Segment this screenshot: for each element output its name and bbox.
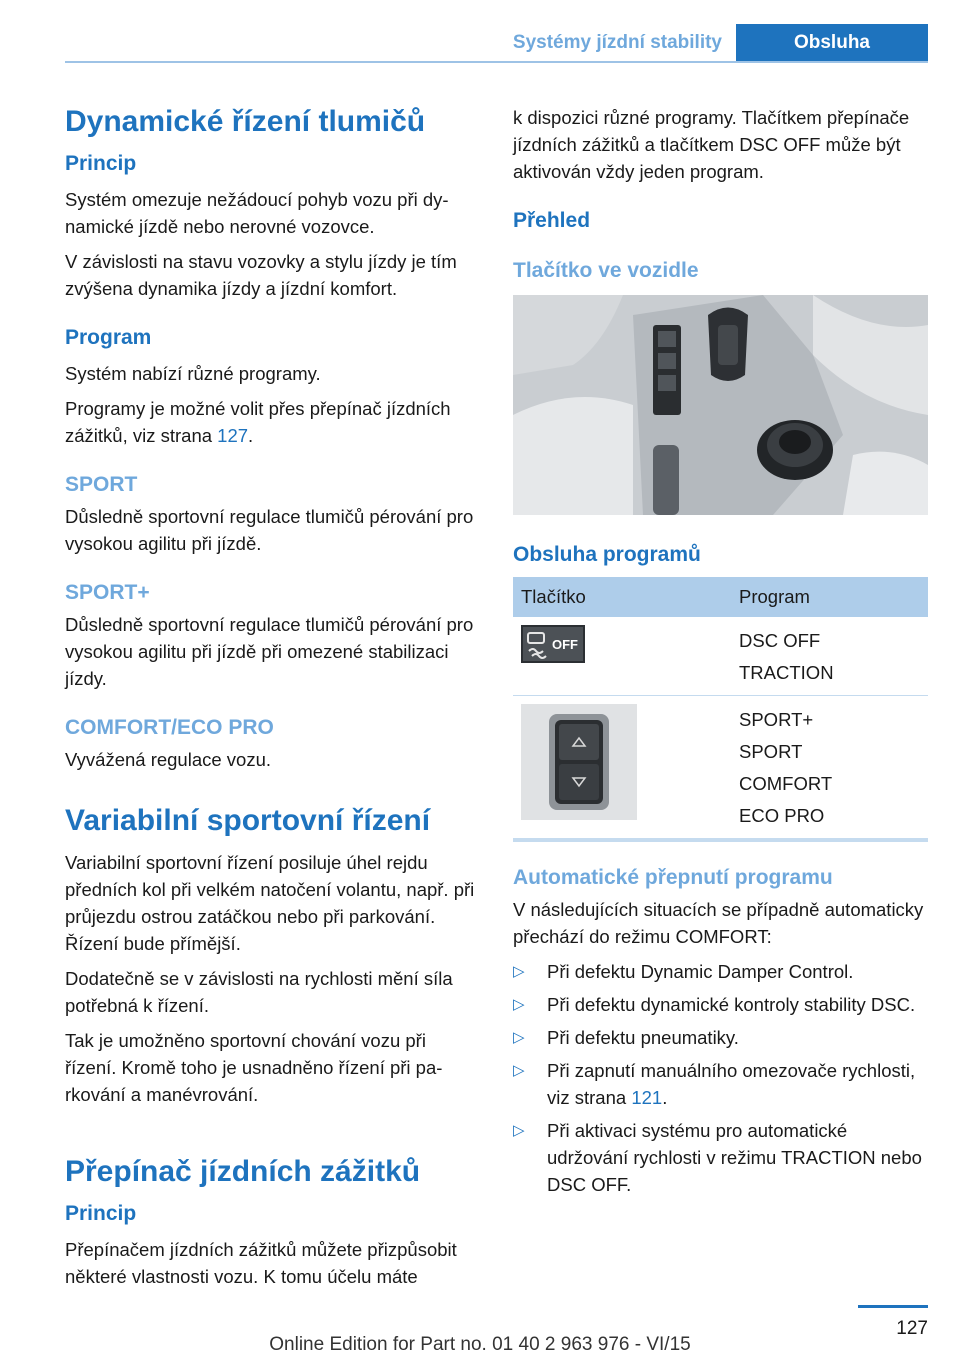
paragraph: Důsledně sportovní regulace tlumičů pérování pro vysokou agilitu při jízdě při omezené stabilizaci jízdy. — [65, 614, 474, 689]
program-traction: TRACTION — [739, 662, 834, 683]
table-row — [513, 696, 928, 841]
list-item: ▷ Při defektu Dynamic Damper Control. — [513, 958, 928, 985]
paragraph: Programy je možné volit přes přepínač jízdních zážitků, viz strana 127. — [65, 398, 451, 446]
paragraph: Variabilní sportovní řízení posiluje úhel rejdu předních kol při velkém natočení volantu, např. při průjezdu ostrou zatáčkou nebo při parkování. Řízení bude přímější. — [65, 852, 475, 954]
dsc-off-button-icon — [521, 625, 585, 663]
header-section-title: Systémy jízdní stability — [512, 32, 722, 53]
program-eco-pro: ECO PRO — [739, 805, 825, 826]
footer-edition: Online Edition for Part no. 01 40 2 963 976 - VI/15 — [269, 1334, 691, 1355]
triangle-bullet-icon: ▷ — [513, 1122, 525, 1139]
console-photo — [513, 295, 928, 515]
situation-list — [513, 958, 928, 1198]
right-column — [513, 104, 928, 1204]
paragraph: Systém omezuje nežádoucí pohyb vozu při dynamické jízdě nebo nerovné vozovce. — [65, 189, 449, 237]
triangle-bullet-icon: ▷ — [513, 963, 525, 980]
program-sport: SPORT — [739, 741, 803, 762]
heading-sport-plus: SPORT+ — [65, 581, 150, 604]
triangle-bullet-icon: ▷ — [513, 1029, 525, 1046]
program-table — [513, 577, 928, 842]
header-divider — [65, 61, 928, 63]
heading-sport: SPORT — [65, 473, 138, 496]
driving-experience-switch-icon — [521, 704, 637, 820]
table-cell-button — [513, 696, 731, 841]
paragraph: Přepínačem jízdních zážitků můžete přizpůsobit některé vlastnosti vozu. K tomu účelu máte — [65, 1239, 457, 1287]
paragraph: Tak je umožněno sportovní chování vozu při řízení. Kromě toho je usnadněno řízení při parkování a manévrování. — [65, 1030, 443, 1105]
heading-prehled: Přehled — [513, 209, 591, 232]
console-illustration — [513, 295, 928, 515]
heading-obsluha-programu: Obsluha programů — [513, 543, 701, 566]
paragraph: k dispozici různé programy. Tlačítkem přepínače jízdních zážitků a tlačítkem DSC OFF může být aktivován vždy jeden program. — [513, 107, 910, 182]
header-tab-obsluha[interactable]: Obsluha — [736, 24, 928, 62]
page-link-127[interactable]: 127 — [217, 425, 249, 446]
heading-auto-switch: Automatické přepnutí programu — [513, 866, 833, 889]
heading-comfort-eco-pro: COMFORT/ECO PRO — [65, 716, 274, 739]
heading-variable-steering: Variabilní sportovní řízení — [65, 804, 431, 837]
paragraph: V následujících situacích se případně automaticky přechází do režimu COMFORT: — [513, 899, 924, 947]
table-row — [513, 617, 928, 696]
program-sport-plus: SPORT+ — [739, 709, 814, 730]
table-cell-program — [731, 696, 928, 841]
page-number: 127 — [896, 1318, 928, 1339]
table-cell-program — [731, 617, 928, 696]
list-item: ▷ Při defektu pneumatiky. — [513, 1024, 928, 1051]
list-item: ▷ Při defektu dynamické kontroly stability DSC. — [513, 991, 928, 1018]
heading-driving-switch: Přepínač jízdních zážitků — [65, 1155, 421, 1188]
heading-program: Program — [65, 326, 152, 349]
program-comfort: COMFORT — [739, 773, 833, 794]
paragraph: Důsledně sportovní regulace tlumičů pérování pro vysokou agilitu při jízdě. — [65, 506, 474, 554]
list-item: ▷ Při aktivaci systému pro automatické udržování rychlosti v režimu TRACTION nebo DSC OFF. — [513, 1117, 928, 1198]
paragraph: Dodatečně se v závislosti na rychlosti mění síla potřebná k řízení. — [65, 968, 453, 1016]
program-dsc-off: DSC OFF — [739, 630, 821, 651]
list-item: ▷ Při zapnutí manuálního omezovače rychlosti, viz strana 121. — [513, 1057, 928, 1111]
heading-princip: Princip — [65, 1202, 137, 1225]
triangle-bullet-icon: ▷ — [513, 1062, 525, 1079]
dsc-off-icon-label: OFF — [552, 637, 578, 652]
column-header-program: Program — [731, 577, 928, 617]
column-header-button: Tlačítko — [513, 577, 731, 617]
table-header-row — [513, 577, 928, 617]
page-link-121[interactable]: 121 — [631, 1087, 663, 1108]
triangle-bullet-icon: ▷ — [513, 996, 525, 1013]
left-column — [65, 104, 480, 1298]
paragraph: Systém nabízí různé programy. — [65, 363, 321, 384]
paragraph: V závislosti na stavu vozovky a stylu jízdy je tím zvýšena dynamika jízdy a jízdní komfort. — [65, 251, 457, 299]
paragraph: Vyvážená regulace vozu. — [65, 749, 272, 770]
heading-princip: Princip — [65, 152, 137, 175]
table-cell-button — [513, 617, 731, 696]
heading-dynamic-damper: Dynamické řízení tlumičů — [65, 105, 426, 138]
heading-button-in-vehicle: Tlačítko ve vozidle — [513, 259, 699, 282]
footer-divider — [858, 1305, 928, 1308]
